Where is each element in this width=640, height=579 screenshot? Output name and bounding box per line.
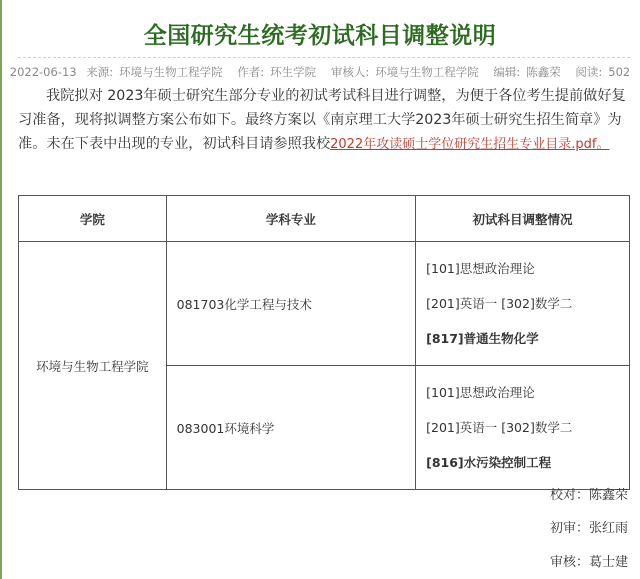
subject-adjustment-table bbox=[18, 195, 630, 490]
meta-editor-label: 编辑: bbox=[493, 65, 521, 79]
signature-proofread: 校对：陈鑫荣 bbox=[549, 488, 628, 503]
title-divider bbox=[18, 57, 630, 58]
meta-author-label: 作者: bbox=[237, 65, 265, 79]
page-left-border bbox=[0, 0, 2, 579]
meta-source: 环境与生物工程学院 bbox=[119, 65, 223, 79]
meta-views: 502 bbox=[608, 65, 631, 79]
meta-editor: 陈鑫荣 bbox=[526, 65, 561, 79]
article-title: 全国研究生统考初试科目调整说明 bbox=[143, 23, 497, 49]
major-cell: 081703化学工程与技术 bbox=[166, 242, 415, 366]
major-cell: 083001环境科学 bbox=[166, 366, 415, 490]
meta-reviewer-label: 审核人: bbox=[330, 65, 370, 79]
subject-english-math: [201]英语一 [302]数学二 bbox=[426, 420, 573, 435]
intro-paragraph bbox=[18, 84, 630, 157]
intro-text: 我院拟对 2023年硕士研究生部分专业的初试考试科目进行调整，为便于各位考生提前做好复习准备，现将拟调整方案公布如下。最终方案以《南京理工大学2023年硕士研究生招生简章》为准。未在下表中出现的专业，初试科目请参照我校 bbox=[18, 88, 626, 152]
header-college: 学院 bbox=[19, 196, 167, 242]
meta-views-label: 阅读: bbox=[575, 65, 603, 79]
subjects-cell bbox=[416, 242, 630, 366]
subjects-cell bbox=[416, 366, 630, 490]
article-meta bbox=[0, 64, 640, 80]
subject-professional: [817]普通生物化学 bbox=[426, 331, 539, 346]
meta-author: 环生学院 bbox=[270, 65, 317, 79]
college-cell: 环境与生物工程学院 bbox=[19, 242, 167, 490]
meta-reviewer: 环境与生物工程学院 bbox=[375, 65, 479, 79]
header-subjects: 初试科目调整情况 bbox=[416, 196, 630, 242]
table-header-row bbox=[19, 196, 630, 242]
signature-first-review: 初审：张红雨 bbox=[549, 521, 628, 536]
header-major: 学科专业 bbox=[166, 196, 415, 242]
subject-english-math: [201]英语一 [302]数学二 bbox=[426, 296, 573, 311]
subject-professional: [816]水污染控制工程 bbox=[426, 455, 552, 470]
meta-date: 2022-06-13 bbox=[9, 65, 77, 79]
subject-politics: [101]思想政治理论 bbox=[426, 261, 535, 276]
subject-politics: [101]思想政治理论 bbox=[426, 385, 535, 400]
catalog-pdf-link[interactable]: 2022年攻读硕士学位研究生招生专业目录.pdf。 bbox=[330, 137, 610, 152]
signature-final-review: 审核：葛士建 bbox=[549, 555, 628, 570]
table-row bbox=[19, 242, 630, 366]
meta-source-label: 来源: bbox=[86, 65, 114, 79]
